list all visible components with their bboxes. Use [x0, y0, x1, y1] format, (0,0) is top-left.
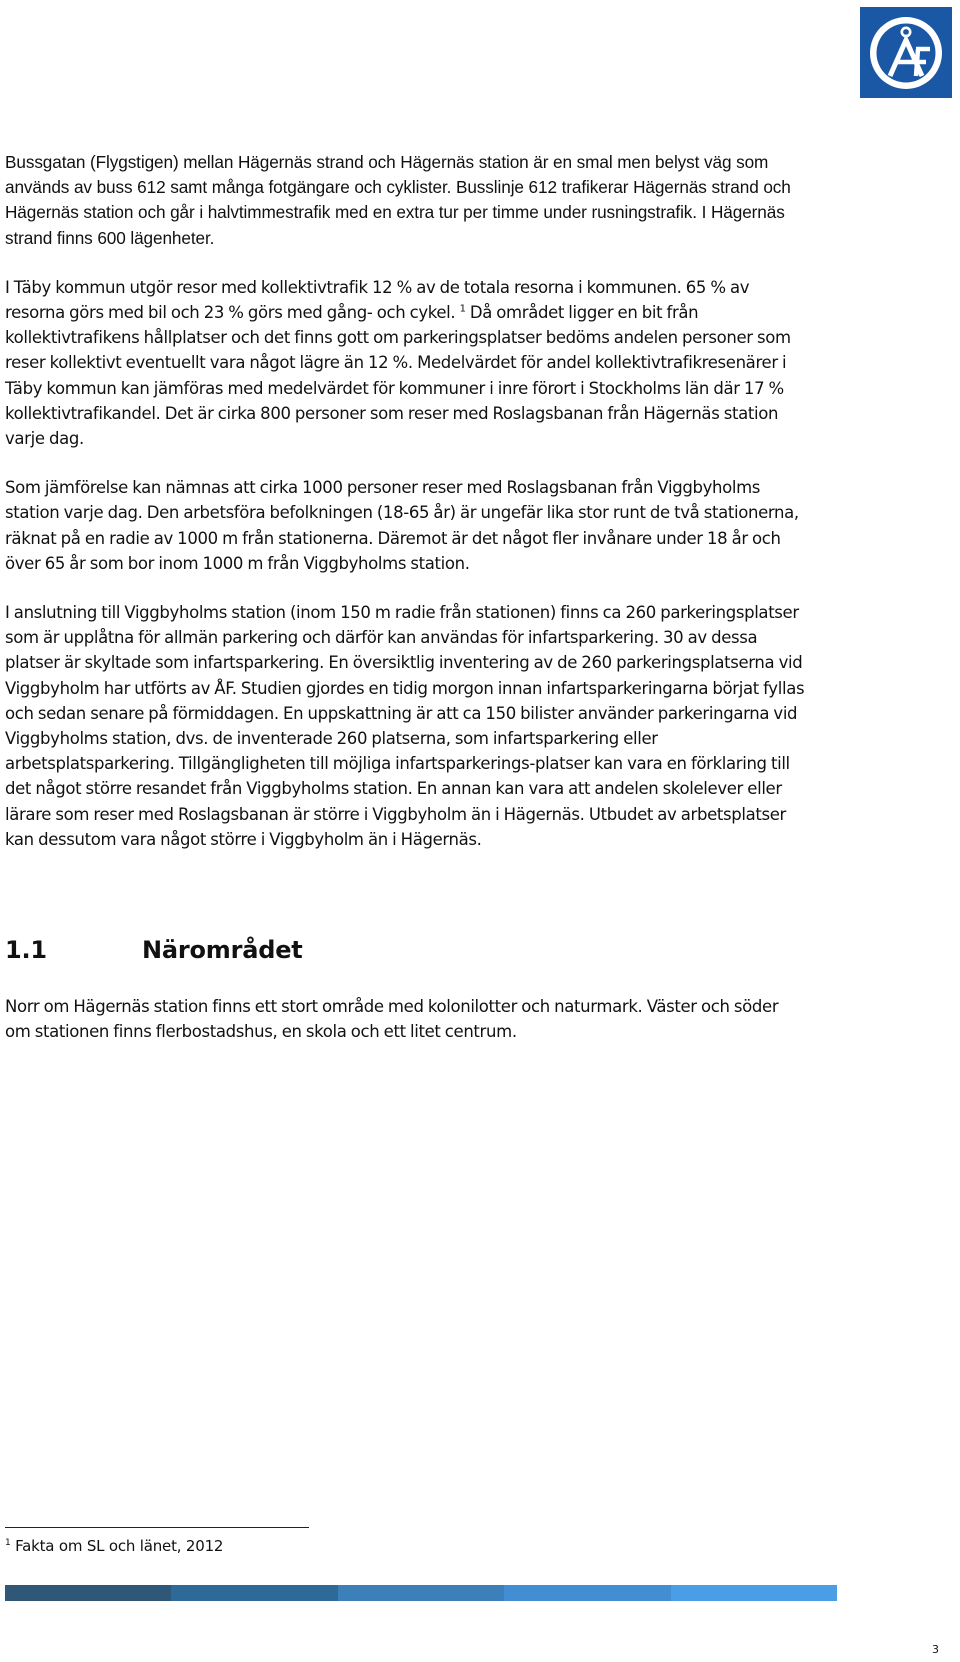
color-bar-segment [671, 1585, 837, 1601]
color-bar-segment [504, 1585, 670, 1601]
footnote [5, 1537, 223, 1555]
page-number: 3 [932, 1643, 939, 1656]
af-logo-icon [860, 7, 952, 98]
section-number: 1.1 [5, 936, 47, 964]
section-title: Närområdet [142, 936, 303, 964]
paragraph-text: I Täby kommun utgör resor med kollektivtrafik 12 % av de totala resorna i kommunen. 65 % av resorna görs med bil och 23 % görs med gång- och cykel. [5, 277, 750, 323]
paragraph-parking: I anslutning till Viggbyholms station (inom 150 m radie från stationen) finns ca 260 parkeringsplatser som är upplåtna för allmän parkering och därför kan användas för infartsparkering. 30 av dessa platser är skyltade som infartsparkering. En översiktlig inventering av de 260 parkeringsplatserna vid Viggbyholm har utförts av ÅF. Studien gjordes en tidig morgon innan infartsparkeringarna börjat fyllas och sedan senare på förmiddagen. En uppskattning är att ca 150 bilister använder parkeringarna vid Viggbyholms station, dvs. de inventerade 260 platserna, som infartsparkering eller arbetsplatsparkering. Tillgängligheten till möjliga infartsparkerings-platser kan vara en förklaring till det något större resandet från Viggbyholms station. En annan kan vara att andelen skolelever eller lärare som reser med Roslagsbanan är större i Viggbyholm än i Hägernäs. Utbudet av arbetsplatser kan dessutom vara något större i Viggbyholm än i Hägernäs. [5, 603, 805, 849]
paragraph-comparison: Som jämförelse kan nämnas att cirka 1000 personer reser med Roslagsbanan från Viggbyholms station varje dag. Den arbetsföra befolkningen (18-65 år) är ungefär lika stor runt de två stationerna, räknat på en radie av 1000 m från stationerna. Däremot är det något fler invånare under 18 år och över 65 år som bor inom 1000 m från Viggbyholms station. [5, 478, 799, 573]
color-bar-segment [338, 1585, 504, 1601]
footnote-divider [5, 1527, 309, 1528]
color-bar-segment [171, 1585, 337, 1601]
footnote-reference[interactable]: 1 [459, 303, 466, 315]
footnote-marker: 1 [5, 1538, 11, 1548]
footnote-text: Fakta om SL och länet, 2012 [10, 1537, 224, 1555]
footer-color-bar [5, 1585, 837, 1601]
paragraph-travel-habits [5, 275, 805, 451]
paragraph-text: Då området ligger en bit från kollektivtrafikens hållplatser och det finns gott om parkeringsplatser bedöms andelen personer som reser kollektivt eventuellt vara något lägre än 12 %. Medelvärdet för andel kollektivtrafikresenärer i Täby kommun kan jämföras med medelvärdet för kommuner i inre förort i Stockholms län där 17 % kollektivtrafikandel. Det är cirka 800 personer som reser med Roslagsbanan från Hägernäs station varje dag. [5, 303, 791, 449]
paragraph-surroundings: Norr om Hägernäs station finns ett stort område med kolonilotter och naturmark. Väster och söder om stationen finns flerbostadshus, en skola och ett litet centrum. [5, 997, 779, 1042]
paragraph-bus-street: Bussgatan (Flygstigen) mellan Hägernäs strand och Hägernäs station är en smal men belyst väg som används av buss 612 samt många fotgängare och cyklister. Busslinje 612 trafikerar Hägernäs strand och Hägernäs station och går i halvtimmestrafik med en extra tur per timme under rusningstrafik. I Hägernäs strand finns 600 lägenheter. [5, 152, 791, 248]
color-bar-segment [5, 1585, 171, 1601]
document-body [5, 150, 805, 876]
